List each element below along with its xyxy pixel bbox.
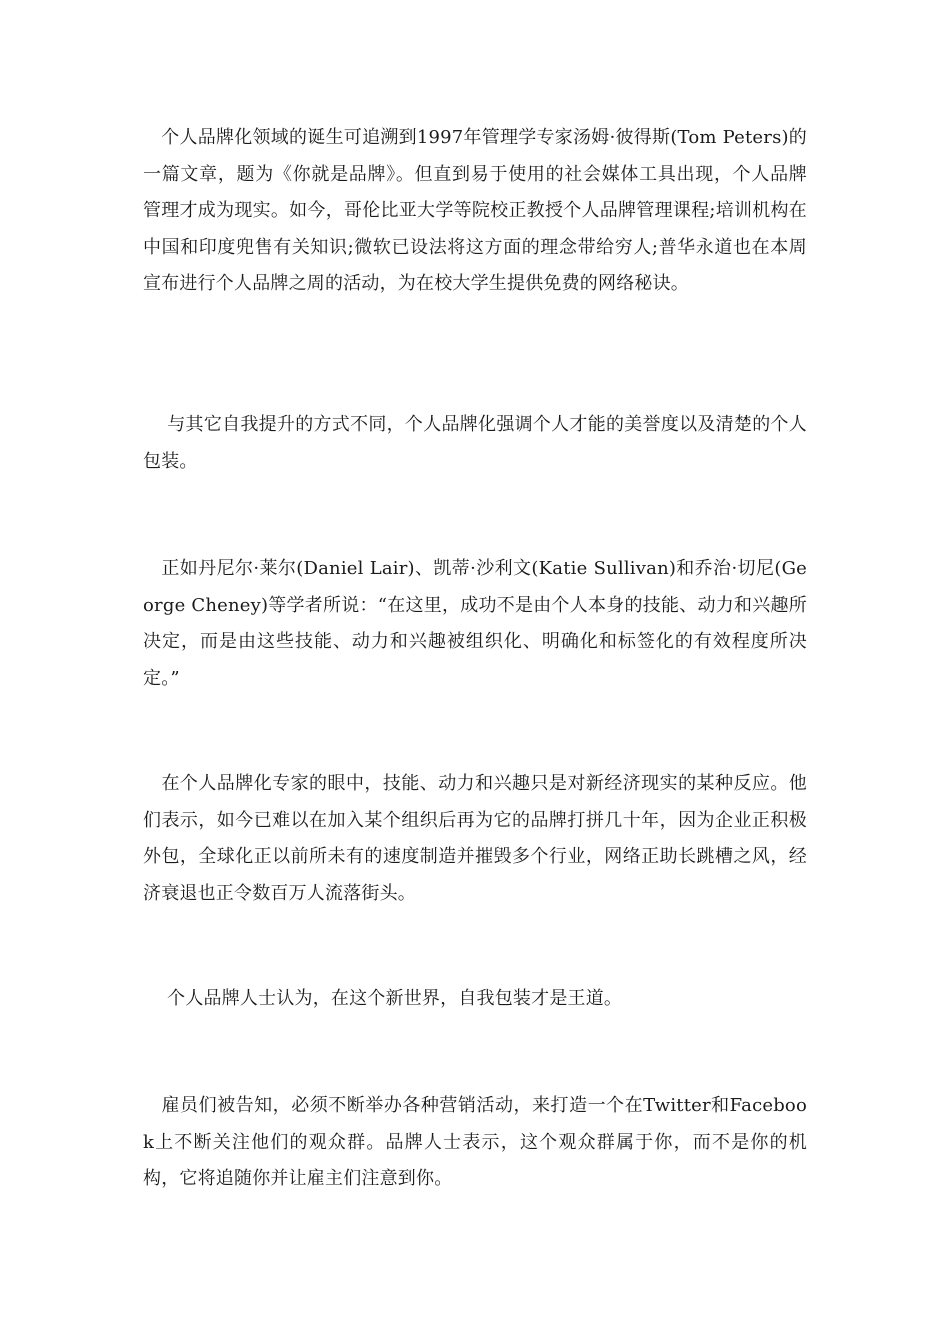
paragraph-6: 雇员们被告知，必须不断举办各种营销活动，来打造一个在Twitter和Facebook上不断关注他们的观众群。品牌人士表示，这个观众群属于你，而不是你的机构，它将追随你并让雇主们注意到你。 (143, 1095, 807, 1189)
paragraph-1: 个人品牌化领域的诞生可追溯到1997年管理学专家汤姆·彼得斯(Tom Peters)的一篇文章，题为《你就是品牌》。但直到易于使用的社会媒体工具出现，个人品牌管理才成为现实。如今，哥伦比亚大学等院校正教授个人品牌管理课程;培训机构在中国和印度兜售有关知识;微软已设法将这方面的理念带给穷人;普华永道也在本周宣布进行个人品牌之周的活动，为在校大学生提供免费的网络秘诀。 (143, 127, 807, 294)
paragraph-4: 在个人品牌化专家的眼中，技能、动力和兴趣只是对新经济现实的某种反应。他们表示，如今已难以在加入某个组织后再为它的品牌打拼几十年，因为企业正积极外包，全球化正以前所未有的速度制造并摧毁多个行业，网络正助长跳槽之风，经济衰退也正令数百万人流落街头。 (143, 773, 807, 904)
paragraph-2: 与其它自我提升的方式不同，个人品牌化强调个人才能的美誉度以及清楚的个人包装。 (143, 414, 807, 472)
paragraph-5: 个人品牌人士认为，在这个新世界，自我包装才是王道。 (143, 988, 623, 1009)
paragraph-3: 正如丹尼尔·莱尔(Daniel Lair)、凯蒂·沙利文(Katie Sullivan)和乔治·切尼(George Cheney)等学者所说：“在这里，成功不是由个人本身的技能、动力和兴趣所决定，而是由这些技能、动力和兴趣被组织化、明确化和标签化的有效程度所决定。” (143, 558, 807, 689)
